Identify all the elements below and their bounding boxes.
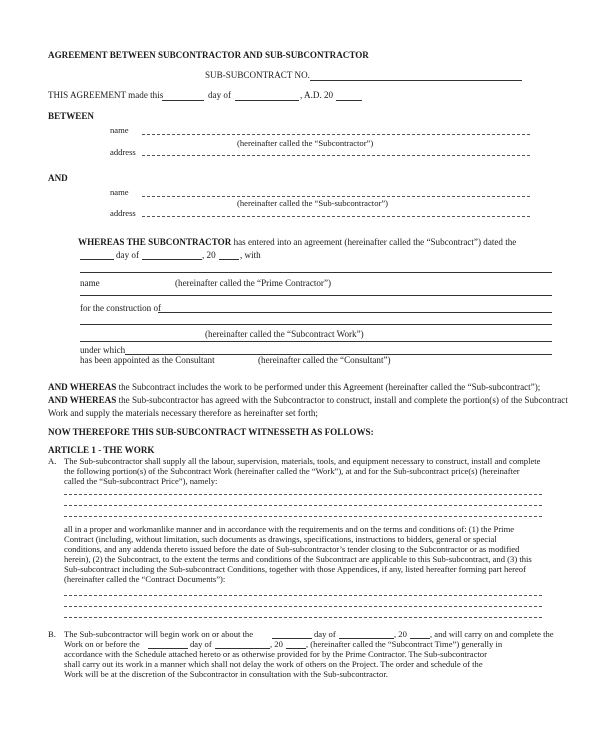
subsub-address-label: address: [110, 208, 136, 218]
subcontract-month-field[interactable]: [142, 259, 202, 260]
document-title: AGREEMENT BETWEEN SUBCONTRACTOR AND SUB-SUBCONTRACTOR: [48, 50, 369, 60]
work-description-field[interactable]: [64, 505, 542, 506]
made-month-field[interactable]: [235, 100, 299, 101]
made-year-field[interactable]: [336, 100, 362, 101]
subcontract-work-field[interactable]: [80, 341, 552, 342]
ad-text: , A.D. 20: [300, 90, 334, 100]
clause-a-line: The Sub-subcontractor shall supply all the labour, supervision, materials, tools, and equipment necessary to construct, install and complete: [64, 456, 541, 466]
prime-name-label: name: [80, 278, 100, 288]
clause-a-para-line: conditions, and any addenda thereto issued before the date of Sub-subcontractor’s tender closing to the Subcontractor or as modified: [64, 544, 520, 554]
now-therefore-heading: NOW THEREFORE THIS SUB-SUBCONTRACT WITNESSETH AS FOLLOWS:: [48, 427, 374, 437]
subcontract-work-caption: (hereinafter called the “Subcontract Work”): [205, 329, 364, 339]
clause-a-para-line: herein), (2) the Subcontract, to the extent the terms and conditions of the Subcontract are applicable to this Sub-subcontract, and (3) this: [64, 554, 532, 564]
whereas-agreed-text-2: Work and supply the materials necessary therefore as hereinafter set forth;: [48, 408, 318, 418]
made-day-of-text: day of: [208, 90, 231, 100]
under-which-label: under which: [80, 345, 126, 355]
subcontract-with-text: , with: [240, 250, 261, 260]
contract-no-label: SUB-SUBCONTRACT NO.: [205, 70, 310, 80]
subsub-address-field[interactable]: [142, 216, 530, 217]
whereas-agreed-text: AND WHEREAS the Sub-subcontractor has agreed with the Subcontractor to construct, install and complete the portion(s) of the Subcontract: [48, 395, 568, 405]
subcontractor-name-label: name: [110, 125, 129, 135]
prime-contractor-caption: (hereinafter called the “Prime Contractor”): [175, 278, 332, 288]
consultant-caption: (hereinafter called the “Consultant”): [258, 355, 391, 365]
clause-a-line: called the “Sub-subcontract Price”), namely:: [64, 476, 218, 486]
made-day-field[interactable]: [162, 100, 204, 101]
appointed-consultant-text: has been appointed as the Consultant: [80, 355, 215, 365]
clause-a-para-line: Sub-subcontract including the Sub-subcontract Conditions, together with those Appendices, if any, listed hereafter forming part hereof: [64, 564, 526, 574]
and-heading: AND: [48, 173, 68, 183]
subcontract-year-field[interactable]: [219, 259, 239, 260]
appendices-field[interactable]: [64, 606, 542, 607]
subcontract-day-of-text: day of: [116, 250, 139, 260]
clause-b-complete-text: Work on or before the: [64, 639, 140, 649]
construction-label: for the construction of: [80, 303, 162, 313]
whereas-subsubcontract-text: AND WHEREAS the Subcontract includes the work to be performed under this Agreement (hereinafter called the “Sub-subcontract”);: [48, 382, 541, 392]
clause-a-line: the following portion(s) of the Subcontract Work (hereinafter called the “Work”), at and for the Sub-subcontract price(s) (hereinafter: [64, 466, 520, 476]
complete-day-of-text: day of: [190, 639, 212, 649]
made-this-text: THIS AGREEMENT made this: [48, 90, 164, 100]
clause-b-line: accordance with the Schedule attached hereto or as otherwise provided for by the Prime Contractor. The Sub-subcontractor: [64, 649, 487, 659]
prime-contractor-line[interactable]: [80, 272, 552, 273]
work-description-field[interactable]: [64, 494, 542, 495]
clause-b-line: Work will be at the discretion of the Subcontractor in consultation with the Sub-subcontractor.: [64, 669, 388, 679]
prime-contractor-name-field[interactable]: [80, 295, 552, 296]
between-heading: BETWEEN: [48, 111, 94, 121]
clause-a-para-line: (hereinafter called the “Contract Documents”):: [64, 574, 226, 584]
clause-a-label: A.: [48, 456, 57, 466]
complete-20-text: , 20: [270, 639, 283, 649]
appendices-field[interactable]: [64, 617, 542, 618]
contract-no-field[interactable]: [310, 80, 522, 81]
subsub-name-label: name: [110, 187, 129, 197]
start-20-text: , 20: [394, 629, 407, 639]
subcontractor-address-field[interactable]: [142, 155, 530, 156]
work-description-field[interactable]: [64, 516, 542, 517]
start-complete-text: , and will carry on and complete the: [430, 629, 554, 639]
clause-b-start-text: The Sub-subcontractor will begin work on or about the: [64, 629, 254, 639]
start-day-of-text: day of: [314, 629, 336, 639]
appendices-field[interactable]: [64, 595, 542, 596]
subcontract-time-text: , (hereinafter called the “Subcontract Time”) generally in: [306, 639, 503, 649]
subsub-caption: (hereinafter called the “Sub-subcontractor”): [237, 198, 389, 208]
clause-b-line: shall carry out its work in a manner which shall not delay the work of others on the Project. The order and schedule of the: [64, 659, 483, 669]
subcontractor-caption: (hereinafter called the “Subcontractor”): [237, 138, 374, 148]
subcontractor-address-label: address: [110, 147, 136, 157]
construction-field-2[interactable]: [80, 324, 552, 325]
article-1-heading: ARTICLE 1 - THE WORK: [48, 445, 155, 455]
clause-a-para-line: all in a proper and workmanlike manner and in accordance with the requirements and on the terms and conditions of: (1) the Prime: [64, 524, 515, 534]
subcontract-20-text: , 20: [202, 250, 216, 260]
clause-a-para-line: Contract (including, without limitation, such documents as drawings, specifications, instructions to bidders, general or special: [64, 534, 497, 544]
construction-field[interactable]: [158, 312, 552, 313]
subcontract-day-field[interactable]: [80, 259, 114, 260]
whereas-subcontract-text: WHEREAS THE SUBCONTRACTOR has entered into an agreement (hereinafter called the “Subcontract”) dated the: [78, 237, 517, 247]
clause-b-label: B.: [48, 629, 56, 639]
subsub-name-field[interactable]: [142, 196, 530, 197]
subcontractor-name-field[interactable]: [142, 134, 530, 135]
